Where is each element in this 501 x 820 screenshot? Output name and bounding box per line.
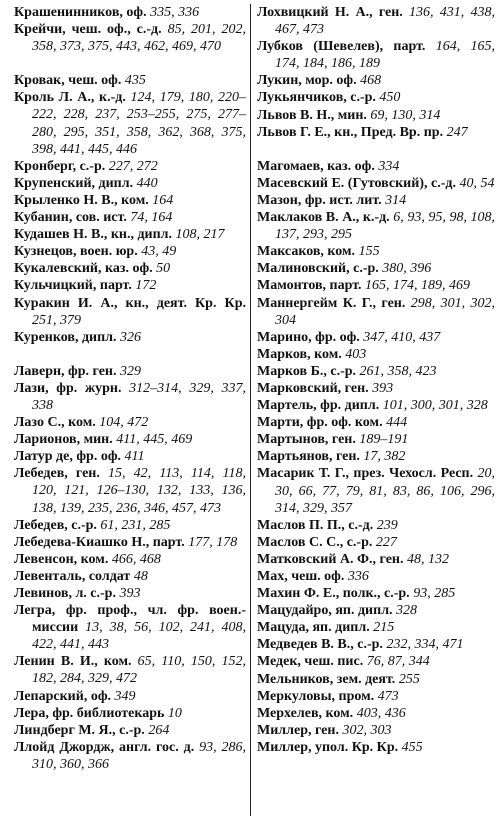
index-entry [14,243,246,260]
entry-name: Крупенский, дипл. [14,175,134,191]
entry-pages: 435 [124,73,146,89]
entry-pages: 403, 436 [356,705,406,721]
entry-name: Медведев В. В., с.-р. [257,637,383,653]
index-entry [257,363,495,380]
entry-pages: 411, 445, 469 [116,432,193,448]
index-entry [14,688,246,705]
index-entry [257,397,495,414]
entry-pages: 450 [379,90,401,106]
entry-pages: 335, 336 [150,5,200,20]
entry-pages: 136, 431, 438, 467, 473 [275,5,495,38]
index-entry [14,448,246,465]
index-entry [257,72,495,89]
entry-pages: 48, 132 [407,551,449,567]
index-entry [257,295,495,329]
entry-pages: 393 [119,586,141,601]
entry-name: Масевский Е. (Гутовский), с.-д. [257,175,456,191]
entry-pages: 312–314, 329, 337, 338 [32,380,247,413]
entry-pages: 215 [373,620,395,636]
entry-pages: 247 [446,124,468,140]
entry-pages: 336 [347,569,369,584]
index-entry [257,619,495,636]
entry-pages: 74, 164 [130,210,173,226]
entry-name: Махин Ф. Е., полк., с.-р. [257,586,410,602]
index-entry [257,107,495,124]
letter-section-gap [257,141,495,158]
index-entry [14,568,246,585]
entry-name: Мацудайро, яп. дипл. [257,603,393,619]
entry-name: Лохвицкий Н. А., ген. [257,5,403,20]
entry-pages: 17, 382 [363,449,406,465]
entry-name: Меркуловы, пром. [257,688,375,704]
entry-name: Крейчи, чеш. оф., с.-д. [14,22,162,38]
index-entry [14,295,246,329]
index-entry [257,124,495,141]
entry-pages: 232, 334, 471 [386,637,464,653]
entry-name: Лази, фр. журн. [14,380,122,396]
index-entry [257,551,495,568]
index-entry [257,722,495,739]
entry-name: Мартель, фр. дипл. [257,398,380,414]
entry-pages: 349 [114,688,136,704]
entry-name: Лебедева-Киашко Н., парт. [14,534,185,550]
index-entry [257,243,495,260]
entry-name: Ларионов, мин. [14,432,113,448]
entry-name: Львов В. Н., мин. [257,107,367,123]
entry-pages: 164, 165, 174, 184, 186, 189 [275,39,495,72]
index-entry [14,739,246,773]
entry-pages: 380, 396 [382,261,432,277]
entry-name: Маннергейм К. Г., ген. [257,295,406,311]
entry-name: Кульчицкий, парт. [14,278,132,294]
index-entry [257,89,495,106]
entry-pages: 20, 30, 66, 77, 79, 81, 83, 86, 106, 296, 314, 329, 357 [275,466,495,516]
entry-pages: 329 [119,363,141,379]
entry-name: Латур де, фр. оф. [14,449,122,465]
entry-name: Мартьянов, ген. [257,449,360,465]
entry-pages: 403 [345,346,367,362]
entry-name: Крыленко Н. В., ком. [14,192,149,208]
entry-name: Кудашев Н. В., кн., дипл. [14,227,173,243]
index-entry [14,209,246,226]
entry-pages: 10 [167,705,182,721]
entry-name: Мамонтов, парт. [257,278,362,294]
entry-pages: 264 [148,722,170,738]
entry-pages: 251, 379 [32,312,81,328]
index-entry [14,277,246,294]
entry-name: Марков Б., с.-р. [257,363,357,379]
entry-name: Кубанин, сов. ист. [14,210,127,226]
entry-pages: 328 [396,603,418,619]
entry-pages: 189–191 [359,432,409,448]
column-divider [250,4,251,816]
entry-name: Мельников, зем. деят. [257,671,396,687]
entry-pages: 393 [372,380,394,396]
index-entry [257,38,495,72]
index-entry [257,671,495,688]
index-entry [14,602,246,653]
entry-pages: 255 [398,671,420,687]
entry-name: Лазо С., ком. [14,415,96,431]
entry-name: Матковский А. Ф., ген. [257,551,404,567]
entry-pages: 334 [378,158,400,174]
entry-pages: 93, 285 [413,586,456,602]
entry-pages: 314 [385,192,407,208]
entry-name: Магомаев, каз. оф. [257,158,375,174]
entry-name: Медек, чеш. пис. [257,654,364,670]
index-entry [14,653,246,687]
entry-name: Лаверн, фр. ген. [14,363,117,379]
index-entry [14,329,246,346]
index-entry [257,260,495,277]
entry-name: Линдберг М. Я., с.-р. [14,722,145,738]
index-entry [14,380,246,414]
entry-pages: 101, 300, 301, 328 [382,398,488,414]
entry-name: Левинов, л. с.-р. [14,586,116,601]
index-entry [14,192,246,209]
index-entry [14,551,246,568]
index-entry [257,277,495,294]
index-entry [257,705,495,722]
entry-pages: 326 [120,329,142,345]
entry-pages: 61, 231, 285 [100,517,171,533]
index-column-right [257,4,495,756]
entry-name: Львов Г. Е., кн., Пред. Вр. пр. [257,124,444,140]
index-entry [14,534,246,551]
index-entry [257,192,495,209]
entry-pages: 227, 272 [108,158,158,174]
entry-name: Маклаков В. А., к.-д. [257,210,390,226]
entry-name: Мах, чеш. оф. [257,569,345,584]
index-entry [257,346,495,363]
entry-name: Кузнецов, воен. юр. [14,244,138,260]
index-entry [14,465,246,516]
index-entry [14,89,246,157]
index-entry [14,72,246,89]
index-column-left [14,4,246,773]
entry-pages: 6, 93, 95, 98, 108, 137, 293, 295 [275,210,495,243]
index-entry [257,414,495,431]
index-entry [14,4,246,21]
entry-pages: 93, 286, 310, 360, 366 [32,739,247,772]
index-entry [257,688,495,705]
entry-name: Крашенинников, оф. [14,5,147,20]
index-entry [14,21,246,55]
entry-pages: 177, 178 [188,534,238,550]
entry-name: Лукин, мор. оф. [257,73,357,89]
entry-pages: 455 [401,739,423,755]
index-entry [257,329,495,346]
entry-pages: 69, 130, 314 [370,107,441,123]
entry-pages: 227 [375,534,397,550]
entry-pages: 468 [360,73,382,89]
index-entry [14,414,246,431]
index-entry [257,739,495,756]
entry-name: Левенсон, ком. [14,551,109,567]
entry-pages: 85, 201, 202, 358, 373, 375, 443, 462, 469, 470 [32,22,247,55]
entry-pages: 444 [386,415,408,431]
entry-name: Марино, фр. оф. [257,329,360,345]
index-entry [14,722,246,739]
entry-name: Левенталь, солдат [14,568,131,584]
entry-name: Максаков, ком. [257,244,356,260]
entry-name: Маслов С. С., с.-р. [257,534,373,550]
index-entry [257,175,495,192]
entry-name: Мерхелев, ком. [257,705,354,721]
index-entry [257,568,495,585]
index-entry [14,158,246,175]
index-entry [257,517,495,534]
letter-section-gap [14,55,246,72]
entry-pages: 165, 174, 189, 469 [365,278,471,294]
index-entry [257,431,495,448]
entry-pages: 466, 468 [111,551,161,567]
entry-pages: 298, 301, 302, 304 [275,295,496,328]
entry-name: Лера, фр. библиотекарь [14,705,165,721]
entry-name: Марковский, ген. [257,380,369,396]
entry-pages: 347, 410, 437 [363,329,441,345]
entry-name: Мартынов, ген. [257,432,356,448]
entry-name: Лебедев, с.-р. [14,517,97,533]
entry-pages: 13, 38, 56, 102, 241, 408, 422, 441, 443 [32,620,247,653]
entry-pages: 155 [358,244,380,260]
entry-pages: 239 [376,517,398,533]
entry-name: Лубков (Шевелев), парт. [257,39,426,55]
index-entry [14,431,246,448]
entry-name: Масарик Т. Г., през. Чехосл. Респ. [257,466,474,482]
entry-name: Ленин В. И., ком. [14,654,132,670]
entry-name: Куракин И. А., кн., деят. Кр. Кр. [14,295,246,311]
index-entry [257,602,495,619]
index-entry [257,465,495,516]
entry-name: Кровак, чеш. оф. [14,73,122,89]
entry-pages: 172 [135,278,157,294]
entry-name: Кроль Л. А., к.-д. [14,90,126,106]
entry-name: Миллер, ген. [257,722,339,738]
index-entry [257,585,495,602]
entry-pages: 124, 179, 180, 220–222, 228, 237, 253–255, 275, 277–280, 295, 351, 358, 362, 368, 375, 398, 441, 445, 446 [32,90,247,157]
entry-pages: 440 [136,175,158,191]
entry-pages: 411 [124,449,145,465]
entry-pages: 40, 54 [459,175,495,191]
entry-pages: 164 [152,192,174,208]
index-entry [14,705,246,722]
index-entry [257,380,495,397]
index-entry [257,534,495,551]
entry-name: Лепарский, оф. [14,688,112,704]
entry-pages: 261, 358, 423 [359,363,437,379]
index-entry [257,448,495,465]
entry-name: Кукалевский, каз. оф. [14,261,153,277]
index-entry [14,175,246,192]
entry-name: Лукьянчиков, с.-р. [257,90,376,106]
entry-name: Марти, фр. оф. ком. [257,415,383,431]
entry-name: Марков, ком. [257,346,342,362]
letter-section-gap [14,346,246,363]
index-entry [257,653,495,670]
entry-pages: 302, 303 [342,722,392,738]
entry-name: Мазон, фр. ист. лит. [257,192,382,208]
entry-name: Малиновский, с.-р. [257,261,379,277]
index-entry [257,209,495,243]
index-entry [257,636,495,653]
index-entry [14,226,246,243]
index-entry [14,517,246,534]
entry-pages: 43, 49 [141,244,177,260]
entry-name: Легра, фр. проф., чл. фр. воен.-миссии [14,603,246,636]
entry-name: Лебедев, ген. [14,466,100,482]
entry-pages: 104, 472 [99,415,149,431]
index-entry [257,4,495,38]
entry-pages: 76, 87, 344 [366,654,430,670]
index-entry [14,260,246,277]
entry-name: Ллойд Джордж, англ. гос. д. [14,739,195,755]
index-entry [257,158,495,175]
entry-pages: 48 [133,568,148,584]
entry-name: Маслов П. П., с.-д. [257,517,374,533]
index-entry [14,585,246,602]
entry-pages: 15, 42, 113, 114, 118, 120, 121, 126–130, 132, 133, 136, 138, 139, 235, 236, 346, 457, 473 [32,466,246,516]
entry-pages: 108, 217 [175,227,225,243]
entry-pages: 473 [377,688,399,704]
entry-name: Кронберг, с.-р. [14,158,106,174]
entry-pages: 65, 110, 150, 152, 182, 284, 329, 472 [32,654,246,687]
entry-pages: 50 [156,261,171,277]
entry-name: Миллер, упол. Кр. Кр. [257,739,399,755]
entry-name: Куренков, дипл. [14,329,117,345]
entry-name: Мацуда, яп. дипл. [257,620,370,636]
index-entry [14,363,246,380]
